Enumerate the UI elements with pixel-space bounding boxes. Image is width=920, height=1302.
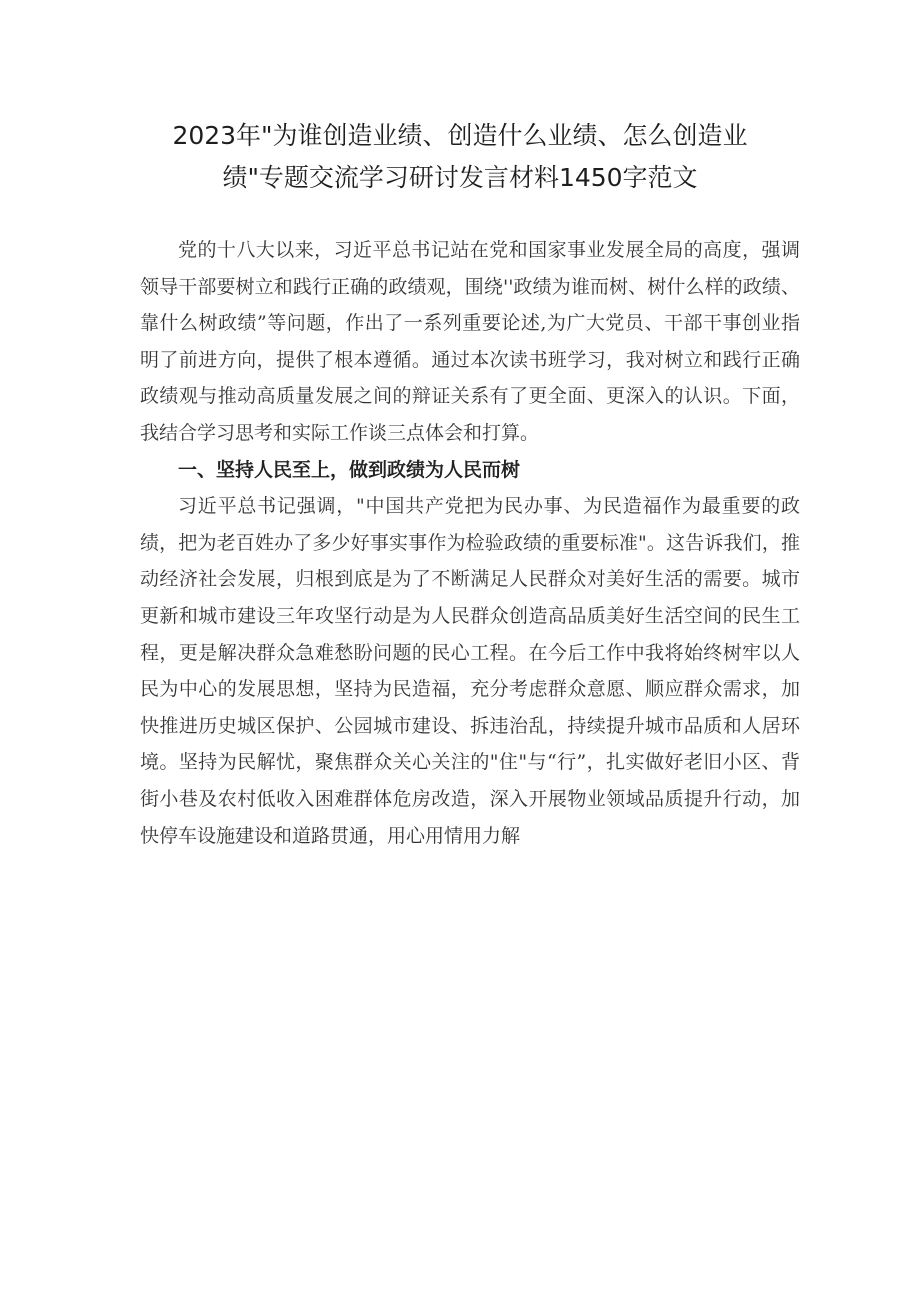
title-line-1: 2023年"为谁创造业绩、创造什么业绩、怎么创造业 bbox=[172, 121, 748, 150]
document-title bbox=[120, 115, 800, 199]
section-1-paragraph: 习近平总书记强调，"中国共产党把为民办事、为民造福作为最重要的政绩，把为老百姓办了多少好事实事作为检验政绩的重要标准"。这告诉我们，推动经济社会发展，归根到底是为了不断满足人民群众对美好生活的需要。城市更新和城市建设三年攻坚行动是为人民群众创造高品质美好生活空间的民生工程，更是解决群众急难愁盼问题的民心工程。在今后工作中我将始终树牢以人民为中心的发展思想，坚持为民造福，充分考虑群众意愿、顺应群众需求，加快推进历史城区保护、公园城市建设、拆违治乱，持续提升城市品质和人居环境。坚持为民解忧，聚焦群众关心关注的"住"与“行”，扎实做好老旧小区、背街小巷及农村低收入困难群体危房改造，深入开展物业领域品质提升行动，加快停车设施建设和道路贯通，用心用情用力解 bbox=[140, 495, 800, 847]
intro-paragraph: 党的十八大以来，习近平总书记站在党和国家事业发展全局的高度，强调领导干部要树立和践行正确的政绩观，围绕''政绩为谁而树、树什么样的政绩、靠什么树政绩”等问题，作出了一系列重要论述,为广大党员、干部干事创业指明了前进方向，提供了根本遵循。通过本次读书班学习，我对树立和践行正确政绩观与推动高质量发展之间的辩证关系有了更全面、更深入的认识。下面，我结合学习思考和实际工作谈三点体会和打算。 bbox=[140, 239, 800, 444]
document-body bbox=[140, 232, 800, 854]
title-line-2: 绩"专题交流学习研讨发言材料1450字范文 bbox=[222, 163, 698, 192]
section-heading-1: 一、坚持人民至上，做到政绩为人民而树 bbox=[178, 458, 521, 481]
